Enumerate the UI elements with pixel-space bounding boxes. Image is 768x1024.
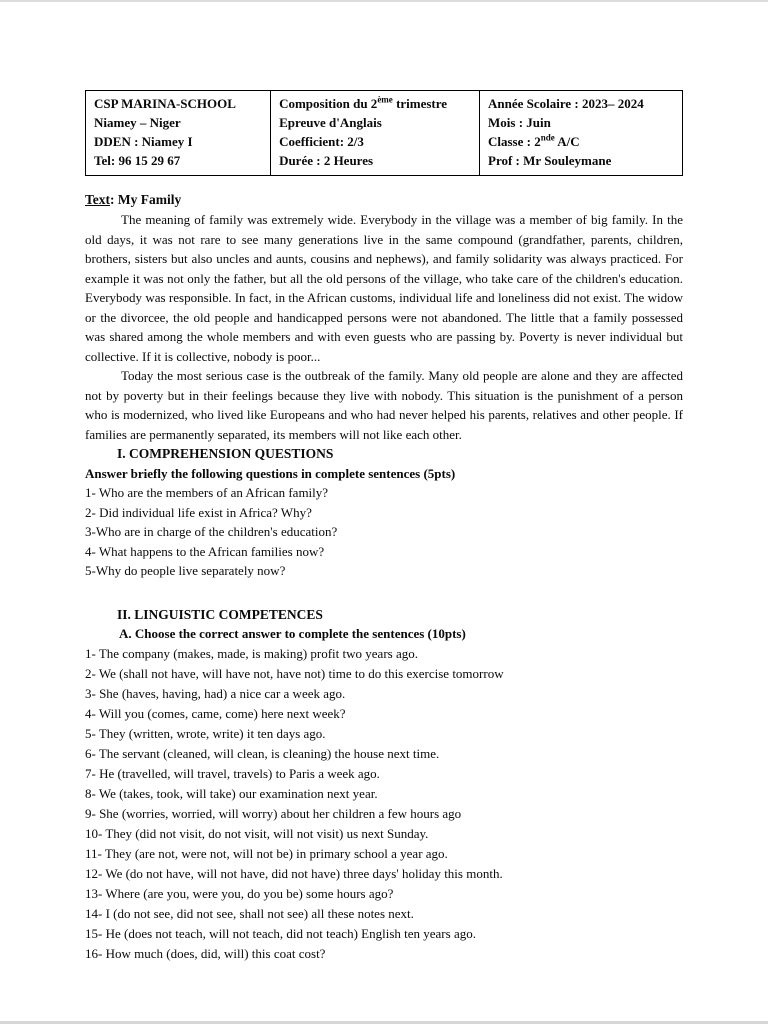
- comprehension-question: 4- What happens to the African families now?: [85, 543, 325, 559]
- linguistic-item: 15- He (does not teach, will not teach, did not teach) English ten years ago.: [85, 925, 476, 941]
- class-ordinal: nde: [540, 132, 555, 143]
- reading-paragraph-2: Today the most serious case is the outbreak of the family. Many old people are alone and they are affected not by poverty but in their feelings because they live with nobody. This situation is the punishment of a person who is modernized, who lived like Europeans and who had never helped his parents, relatives and other people. If families are permanently separated, its members will not like each other.: [85, 368, 683, 442]
- linguistic-item: 2- We (shall not have, will have not, have not) time to do this exercise tomorrow: [85, 665, 504, 681]
- text-title-value: : My Family: [110, 192, 182, 207]
- header-table-row: [86, 91, 683, 176]
- text-label: Text: [85, 192, 111, 207]
- school-phone: Tel: 96 15 29 67: [94, 153, 181, 168]
- section-spacer: [85, 581, 683, 605]
- class-line: [488, 132, 677, 151]
- exam-coefficient: Coefficient: 2/3: [279, 134, 364, 149]
- linguistic-item: 4- Will you (comes, came, come) here next week?: [85, 705, 346, 721]
- linguistic-item: 3- She (haves, having, had) a nice car a week ago.: [85, 685, 346, 701]
- linguistic-sub-heading: A. Choose the correct answer to complete the sentences (10pts): [119, 626, 466, 641]
- linguistic-item: 8- We (takes, took, will take) our examination next year.: [85, 785, 378, 801]
- comprehension-instruction: Answer briefly the following questions in complete sentences (5pts): [85, 465, 456, 481]
- exam-month: Mois : Juin: [488, 115, 551, 130]
- composition-prefix: Composition du 2: [279, 96, 378, 111]
- comprehension-question-list: [85, 483, 683, 581]
- reading-paragraph-1: The meaning of family was extremely wide. Everybody in the village was a member of big family. In the old days, it was not rare to see many generations live in the same compound (grandfather, parents, children, brothers, sisters but also uncles and aunts, cousins and nephews), and family solidarity was always practiced. For example it was not only the father, but all the old persons of the village, who take care of the children's education. Everybody was responsible. In fact, in the African customs, individual life and loneliness did not exist. The widow or the divorcee, the old people and handicapped persons were not abandoned. The little that a family possessed was shared among the whole members and with even guests who are passing by. Poverty is never individual but collective. If it is collective, nobody is poor...: [85, 212, 683, 364]
- class-suffix: A/C: [554, 134, 580, 149]
- linguistic-item: 7- He (travelled, will travel, travels) to Paris a week ago.: [85, 765, 380, 781]
- linguistic-item: 14- I (do not see, did not see, shall not see) all these notes next.: [85, 905, 414, 921]
- linguistic-item: 11- They (are not, were not, will not be) in primary school a year ago.: [85, 845, 448, 861]
- composition-ordinal: ème: [377, 94, 393, 105]
- comprehension-question: 3-Who are in charge of the children's education?: [85, 524, 338, 539]
- school-year: Année Scolaire : 2023– 2024: [488, 96, 644, 111]
- exam-info-cell: [271, 91, 480, 176]
- linguistic-item: 6- The servant (cleaned, will clean, is cleaning) the house next time.: [85, 745, 440, 761]
- school-name: CSP MARINA-SCHOOL: [94, 96, 236, 111]
- teacher-name: Prof : Mr Souleymane: [488, 153, 612, 168]
- linguistic-item: 1- The company (makes, made, is making) profit two years ago.: [85, 645, 418, 661]
- linguistic-item: 12- We (do not have, will not have, did not have) three days' holiday this month.: [85, 865, 503, 881]
- exam-composition-line: [279, 94, 474, 113]
- linguistic-item: 5- They (written, wrote, write) it ten days ago.: [85, 725, 326, 741]
- linguistic-item: 10- They (did not visit, do not visit, will not visit) us next Sunday.: [85, 825, 429, 841]
- class-prefix: Classe : 2: [488, 134, 541, 149]
- linguistic-item: 16- How much (does, did, will) this coat cost?: [85, 945, 326, 961]
- comprehension-question: 1- Who are the members of an African family?: [85, 485, 329, 500]
- linguistic-heading: II. LINGUISTIC COMPETENCES: [117, 606, 323, 622]
- linguistic-item-list: [85, 644, 683, 964]
- exam-header-table: [85, 90, 683, 176]
- linguistic-item: 13- Where (are you, were you, do you be) some hours ago?: [85, 885, 394, 901]
- school-info-cell: [86, 91, 271, 176]
- year-info-cell: [480, 91, 683, 176]
- comprehension-question: 2- Did individual life exist in Africa? Why?: [85, 504, 312, 520]
- school-dden: DDEN : Niamey I: [94, 134, 193, 149]
- exam-duration: Durée : 2 Heures: [279, 153, 374, 168]
- linguistic-item: 9- She (worries, worried, will worry) about her children a few hours ago: [85, 805, 462, 821]
- comprehension-question: 5-Why do people live separately now?: [85, 563, 286, 578]
- school-city: Niamey – Niger: [94, 115, 181, 130]
- text-title: [85, 190, 683, 209]
- page-edge-top: [0, 0, 768, 2]
- exam-subject: Epreuve d'Anglais: [279, 115, 382, 130]
- composition-suffix: trimestre: [392, 96, 448, 111]
- comprehension-heading: I. COMPREHENSION QUESTIONS: [117, 446, 334, 461]
